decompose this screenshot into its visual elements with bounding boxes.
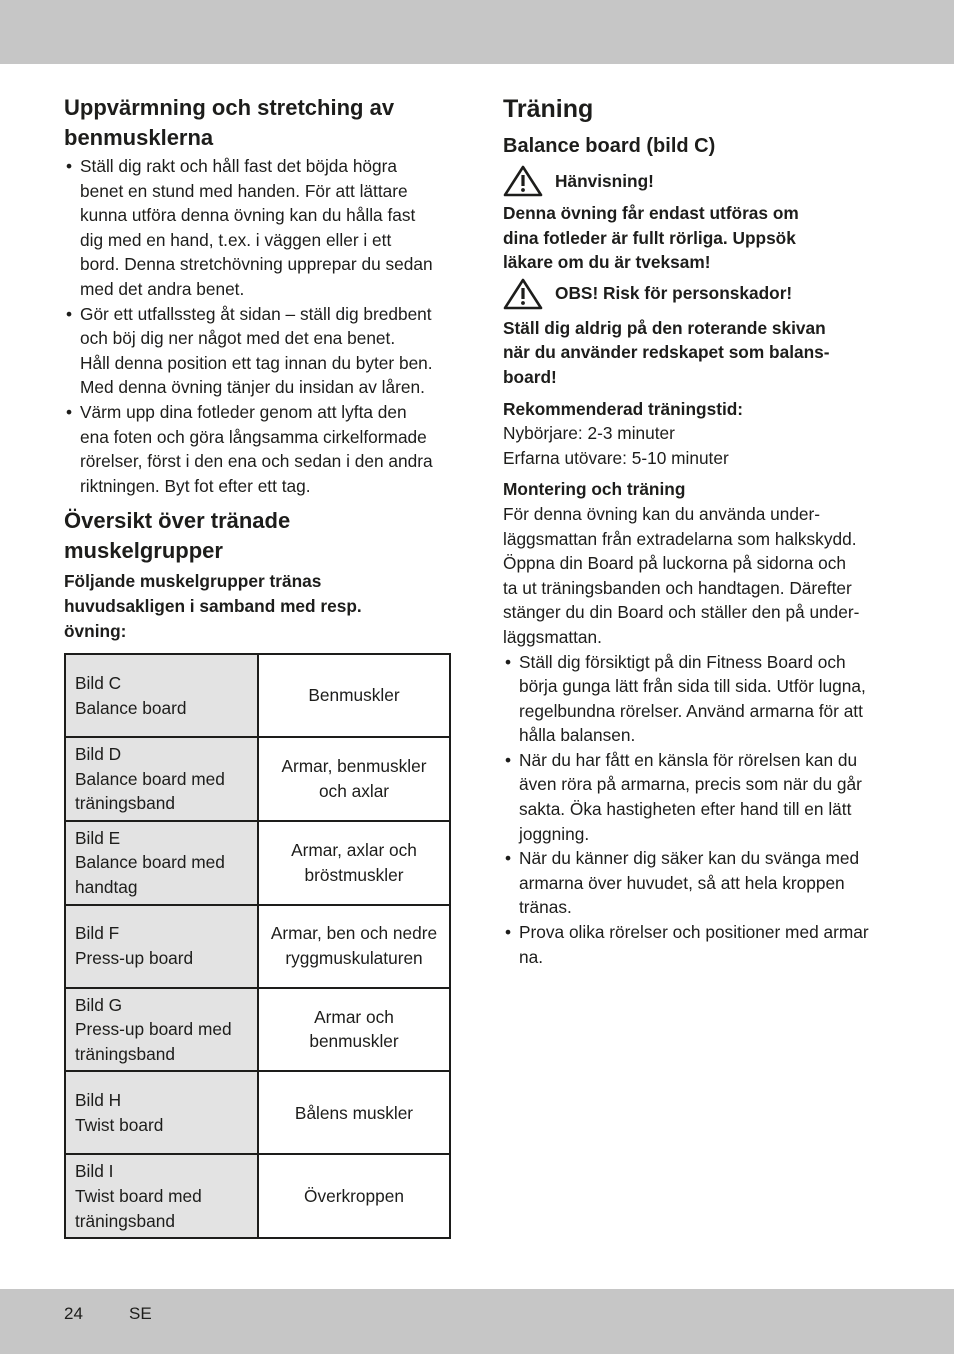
exercise-label: Press-up board bbox=[75, 948, 194, 969]
muscles-cell bbox=[258, 1071, 450, 1154]
right-column bbox=[503, 93, 895, 969]
overview-heading-line: Översikt över tränade bbox=[64, 508, 291, 534]
muscles-cell bbox=[258, 905, 450, 988]
list-item-line: ena foten och göra långsamma cirkelformade bbox=[80, 426, 427, 447]
exercise-label: Twist board med bbox=[75, 1185, 202, 1206]
notice-text bbox=[503, 201, 895, 275]
warning-text-line: board! bbox=[503, 366, 557, 387]
muscles-label: Bålens muskler bbox=[294, 1102, 414, 1123]
list-item-line: börja gunga lätt från sida till sida. Utför lugna, bbox=[519, 676, 866, 697]
left-column bbox=[64, 93, 454, 643]
exercise-cell bbox=[65, 905, 258, 988]
exercise-label: Balance board med bbox=[75, 768, 225, 789]
warning-text bbox=[503, 316, 895, 390]
exercise-label: träningsband bbox=[75, 793, 175, 814]
mounting-text-line: Öppna din Board på luckorna på sidorna och bbox=[503, 553, 846, 574]
list-item-line: • När du har fått en känsla för rörelsen kan du bbox=[519, 749, 858, 770]
list-item-line: • Prova olika rörelser och positioner med armar bbox=[519, 922, 869, 943]
exercise-cell bbox=[65, 988, 258, 1072]
list-item-line: • Ställ dig försiktigt på din Fitness Board och bbox=[519, 651, 846, 672]
exercise-cell bbox=[65, 737, 258, 821]
exercise-label: Bild I bbox=[75, 1161, 114, 1182]
table-row bbox=[65, 905, 450, 988]
training-time-line: Nybörjare: 2-3 minuter bbox=[503, 423, 675, 444]
table-row bbox=[65, 737, 450, 821]
section-title: Träning bbox=[503, 95, 594, 123]
list-item-line: • Värm upp dina fotleder genom att lyfta den bbox=[80, 401, 407, 422]
warning-triangle-icon bbox=[503, 278, 543, 310]
exercise-label: handtag bbox=[75, 876, 138, 897]
list-item-line: • Gör ett utfallssteg åt sidan – ställ dig bredbent bbox=[80, 303, 432, 324]
list-item-line: sakta. Öka hastigheten efter hand till en lätt bbox=[519, 799, 852, 820]
list-item-line: dig med en hand, t.ex. i väggen eller i ett bbox=[80, 229, 392, 250]
exercise-label: Bild C bbox=[75, 672, 122, 693]
warmup-list bbox=[64, 154, 454, 498]
warning-triangle-icon bbox=[503, 165, 543, 197]
mounting-text-line: ta ut träningsbanden och handtagen. Därefter bbox=[503, 577, 852, 598]
muscles-label: Armar, ben och nedre bbox=[270, 923, 438, 944]
list-item-line: riktningen. Byt fot efter ett tag. bbox=[80, 475, 311, 496]
muscles-cell bbox=[258, 737, 450, 821]
warmup-heading-line: Uppvärmning och stretching av bbox=[64, 95, 395, 120]
overview-heading-line: muskelgrupper bbox=[64, 538, 223, 564]
list-item-line: bord. Denna stretchövning upprepar du sedan bbox=[80, 254, 433, 275]
muscles-label: Överkroppen bbox=[304, 1185, 404, 1206]
exercise-label: Balance board bbox=[75, 697, 187, 718]
warning-text-line: när du använder redskapet som balans- bbox=[503, 342, 830, 363]
list-item-line: med det andra benet. bbox=[80, 278, 245, 299]
muscles-cell bbox=[258, 654, 450, 737]
table-row bbox=[65, 988, 450, 1072]
training-time-heading: Rekommenderad träningstid: bbox=[503, 398, 744, 419]
list-item-line: även röra på armarna, precis som när du går bbox=[519, 774, 862, 795]
list-item-line: joggning. bbox=[519, 823, 590, 844]
list-item-line: tränas. bbox=[519, 897, 572, 918]
page-number: 24 bbox=[64, 1304, 83, 1323]
list-item-line: Med denna övning tänjer du insidan av låren. bbox=[80, 377, 425, 398]
mounting-text-line: läggsmattan från extradelarna som halkskydd. bbox=[503, 528, 857, 549]
muscles-label: bröstmuskler bbox=[304, 864, 404, 885]
exercise-label: Press-up board med bbox=[75, 1019, 232, 1040]
muscles-label: Benmuskler bbox=[308, 685, 400, 706]
section-subtitle: Balance board (bild C) bbox=[503, 135, 716, 157]
exercise-label: Bild G bbox=[75, 994, 123, 1015]
notice-text-line: läkare om du är tveksam! bbox=[503, 252, 711, 273]
language-code: SE bbox=[129, 1304, 152, 1323]
header-band bbox=[0, 0, 954, 64]
table-row bbox=[65, 1154, 450, 1238]
mounting-text-line: läggsmattan. bbox=[503, 626, 602, 647]
list-item-line: regelbundna rörelser. Använd armarna för att bbox=[519, 700, 863, 721]
list-item-line: na. bbox=[519, 946, 544, 967]
list-item-line: • När du känner dig säker kan du svänga med bbox=[519, 848, 860, 869]
overview-intro bbox=[64, 569, 454, 643]
list-item-line: Håll denna position ett tag innan du byter ben. bbox=[80, 352, 433, 373]
list-item bbox=[64, 154, 454, 302]
exercise-label: träningsband bbox=[75, 1210, 175, 1231]
list-item bbox=[503, 650, 895, 748]
exercise-cell bbox=[65, 654, 258, 737]
exercise-label: Bild H bbox=[75, 1090, 122, 1111]
muscles-cell bbox=[258, 821, 450, 905]
muscles-label: Armar och bbox=[314, 1006, 394, 1027]
list-item-line: rörelser, först i den ena och sedan i den andra bbox=[80, 451, 433, 472]
list-item bbox=[503, 920, 895, 969]
list-item-line: kunna utföra denna övning kan du hålla fast bbox=[80, 205, 416, 226]
exercise-cell bbox=[65, 1071, 258, 1154]
muscle-group-table bbox=[64, 653, 451, 1239]
exercise-label: Bild D bbox=[75, 744, 122, 764]
mounting-heading: Montering och träning bbox=[503, 479, 686, 500]
mounting-text-line: stänger du din Board och ställer den på under- bbox=[503, 602, 860, 623]
training-time-line: Erfarna utövare: 5-10 minuter bbox=[503, 447, 729, 468]
mounting-text bbox=[503, 502, 895, 650]
muscles-cell bbox=[258, 988, 450, 1072]
notice-row bbox=[503, 164, 895, 198]
table-row bbox=[65, 821, 450, 905]
exercise-label: Bild F bbox=[75, 923, 120, 944]
list-item bbox=[64, 302, 454, 400]
mounting-list bbox=[503, 650, 895, 970]
table-row bbox=[65, 1071, 450, 1154]
overview-intro-line: huvudsakligen i samband med resp. bbox=[64, 595, 362, 616]
warning-row bbox=[503, 277, 895, 311]
list-item bbox=[503, 748, 895, 846]
list-item-line: hålla balansen. bbox=[519, 725, 636, 746]
list-item bbox=[503, 846, 895, 920]
warning-label: OBS! Risk för personskador! bbox=[555, 283, 793, 304]
exercise-label: Bild E bbox=[75, 827, 121, 848]
warmup-heading bbox=[64, 93, 454, 153]
overview-intro-line: Följande muskelgrupper tränas bbox=[64, 571, 322, 592]
exercise-label: Twist board bbox=[75, 1114, 164, 1135]
table-row bbox=[65, 654, 450, 737]
training-time bbox=[503, 421, 895, 470]
muscles-label: Armar, benmuskler bbox=[281, 756, 427, 777]
overview-heading bbox=[64, 506, 454, 566]
list-item-line: och böj dig ner något med det ena benet. bbox=[80, 328, 396, 349]
notice-text-line: dina fotleder är fullt rörliga. Uppsök bbox=[503, 227, 796, 248]
exercise-label: träningsband bbox=[75, 1043, 175, 1064]
muscles-label: ryggmuskulaturen bbox=[285, 948, 423, 969]
overview-intro-line: övning: bbox=[64, 620, 127, 641]
muscles-label: benmuskler bbox=[309, 1031, 399, 1052]
exercise-cell bbox=[65, 1154, 258, 1238]
list-item-line: • Ställ dig rakt och håll fast det böjda högra bbox=[80, 156, 398, 176]
list-item-line: benet en stund med handen. För att lättare bbox=[80, 180, 408, 201]
notice-text-line: Denna övning får endast utföras om bbox=[503, 203, 799, 223]
list-item bbox=[64, 400, 454, 498]
warning-text-line: Ställ dig aldrig på den roterande skivan bbox=[503, 317, 826, 338]
notice-label: Hänvisning! bbox=[555, 170, 654, 191]
mounting-text-line: För denna övning kan du använda under- bbox=[503, 503, 821, 524]
muscles-cell bbox=[258, 1154, 450, 1238]
list-item-line: armarna över huvudet, så att hela kroppen bbox=[519, 872, 845, 893]
muscles-label: och axlar bbox=[318, 780, 390, 801]
warmup-heading-line: benmusklerna bbox=[64, 125, 214, 150]
muscles-label: Armar, axlar och bbox=[291, 840, 417, 861]
exercise-label: Balance board med bbox=[75, 852, 225, 873]
exercise-cell bbox=[65, 821, 258, 905]
